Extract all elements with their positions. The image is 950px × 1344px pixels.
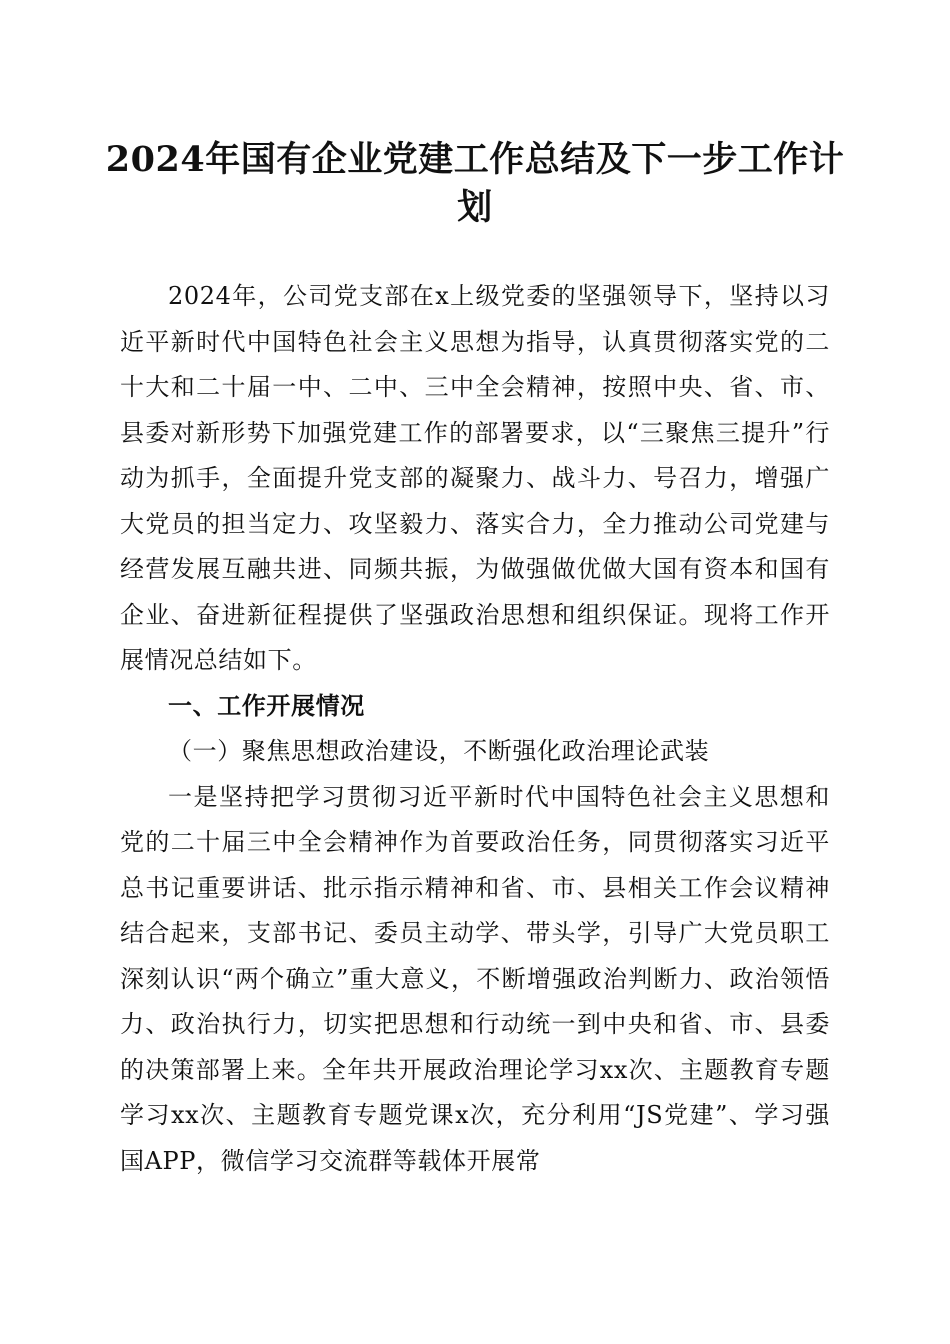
body-paragraph: 一是坚持把学习贯彻习近平新时代中国特色社会主义思想和党的二十届三中全会精神作为首要政治任务，同贯彻落实习近平总书记重要讲话、批示指示精神和省、市、县相关工作会议精神结合起来，支部书记、委员主动学、带头学，引导广大党员职工深刻认识“两个确立”重大意义，不断增强政治判断力、政治领悟力、政治执行力，切实把思想和行动统一到中央和省、市、县委的决策部署上来。全年共开展政治理论学习xx次、主题教育专题学习xx次、主题教育专题党课x次，充分利用“JS党建”、学习强国APP，微信学习交流群等载体开展常 xyxy=(120,782,830,1175)
intro-paragraph: 2024年，公司党支部在x上级党委的坚强领导下，坚持以习近平新时代中国特色社会主义思想为指导，认真贯彻落实党的二十大和二十届一中、二中、三中全会精神，按照中央、省、市、县委对新形势下加强党建工作的部署要求，以“三聚焦三提升”行动为抓手，全面提升党支部的凝聚力、战斗力、号召力，增强广大党员的担当定力、攻坚毅力、落实合力，全力推动公司党建与经营发展互融共进、同频共振，为做强做优做大国有资本和国有企业、奋进新征程提供了坚强政治思想和组织保证。现将工作开展情况总结如下。 xyxy=(120,282,830,674)
document-title: 2024年国有企业党建工作总结及下一步工作计划 xyxy=(105,139,845,228)
document-body xyxy=(120,274,830,1184)
section-heading: 一、工作开展情况 xyxy=(168,691,365,720)
subsection-heading: （一）聚焦思想政治建设，不断强化政治理论武装 xyxy=(168,737,710,765)
